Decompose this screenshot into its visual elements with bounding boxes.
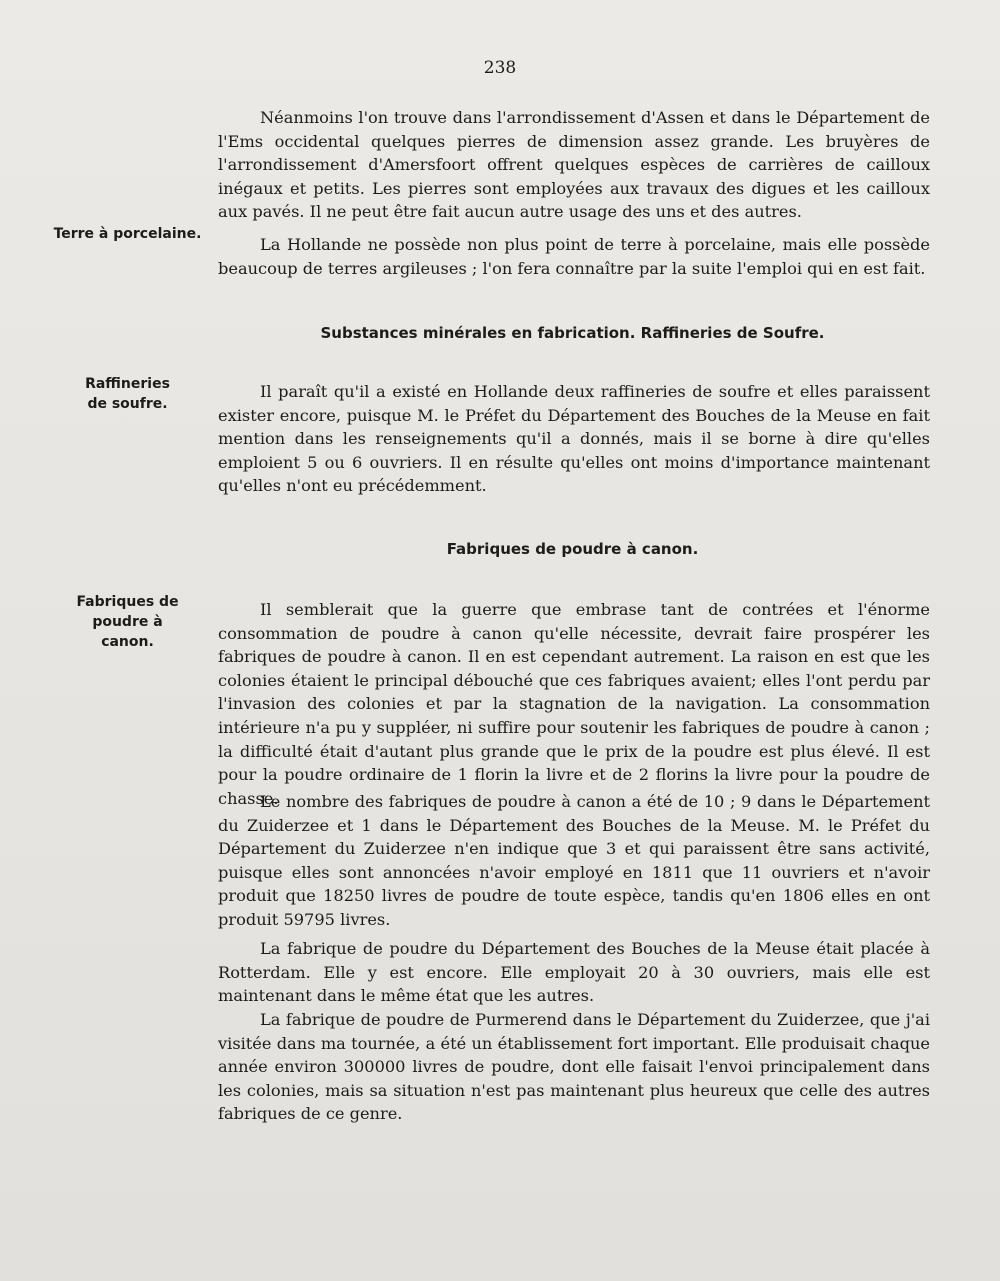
paragraph-terre-a-porcelaine: La Hollande ne possède non plus point de terre à porcelaine, mais elle possède beaucoup de terres argileuses ; l'on fera connaître par la suite l'emploi qui en est fait. [218, 235, 930, 278]
heading-fabriques-poudre: Fabriques de poudre à canon. [446, 540, 699, 558]
heading-substances-minerales: Substances minérales en fabrication. Raffineries de Soufre. [320, 324, 825, 342]
paragraph-nombre-fabriques: Le nombre des fabriques de poudre à canon a été de 10 ; 9 dans le Département du Zuiderzee et 1 dans le Département des Bouches de la Meuse. M. le Préfet du Département du Zuiderzee n'en indique que 3 et qui paraissent être sans activité, puisque elles sont annoncées n'avoir employé en 1811 que 11 ouvriers et n'avoir produit que 18250 livres de poudre de toute espèce, tandis qu'en 1806 elles en ont produit 59795 livres. [218, 792, 930, 929]
paragraph-purmerend: La fabrique de poudre de Purmerend dans le Département du Zuiderzee, que j'ai visitée dans ma tournée, a été un établissement fort important. Elle produisait chaque année environ 300000 livres de poudre, dont elle faisait l'envoi principalement dans les colonies, mais sa situation n'est pas maintenant plus heureux que celle des autres fabriques de ce genre. [218, 1010, 930, 1124]
margin-note-terre-a-porcelaine: Terre à porcelaine. [53, 226, 202, 242]
paragraph-pierres: Néanmoins l'on trouve dans l'arrondissement d'Assen et dans le Département de l'Ems occidental quelques pierres de dimension assez grande. Les bruyères de l'arrondissement d'Amersfoort offrent quelques espèces de carrières de cailloux inégaux et petits. Les pierres sont employées aux travaux des digues et les cailloux aux pavés. Il ne peut être fait aucun autre usage des uns et des autres. [218, 108, 930, 222]
paragraph-rotterdam: La fabrique de poudre du Département des Bouches de la Meuse était placée à Rotterdam. Elle y est encore. Elle employait 20 à 30 ouvriers, mais elle est maintenant dans le même état que les autres. [218, 939, 930, 1006]
page-number: 238 [483, 58, 517, 78]
margin-note-raffineries: Raffineries de soufre. [85, 376, 170, 412]
paragraph-raffineries: Il paraît qu'il a existé en Hollande deux raffineries de soufre et elles paraissent exister encore, puisque M. le Préfet du Département des Bouches de la Meuse en fait mention dans les renseignements qu'il a donnés, mais il se borne à dire qu'elles emploient 5 ou 6 ouvriers. Il en résulte qu'elles ont moins d'importance maintenant qu'elles n'ont eu précédemment. [218, 382, 930, 496]
paragraph-guerre: Il semblerait que la guerre que embrase tant de contrées et l'énorme consommation de poudre à canon qu'elle nécessite, devrait faire prospérer les fabriques de poudre à canon. Il en est cependant autrement. La raison en est que les colonies étaient le principal débouché que ces fabriques avaient; elles l'ont perdu par l'invasion des colonies et par la stagnation de la navigation. La consommation intérieure n'a pu y suppléer, ni suffire pour soutenir les fabriques de poudre à canon ; la difficulté était d'autant plus grande que le prix de la poudre est plus élevé. Il est pour la poudre ordinaire de 1 florin la livre et de 2 florins la livre pour la poudre de chasse. [218, 600, 930, 808]
margin-note-fabriques-poudre: Fabriques de poudre à canon. [76, 594, 179, 650]
